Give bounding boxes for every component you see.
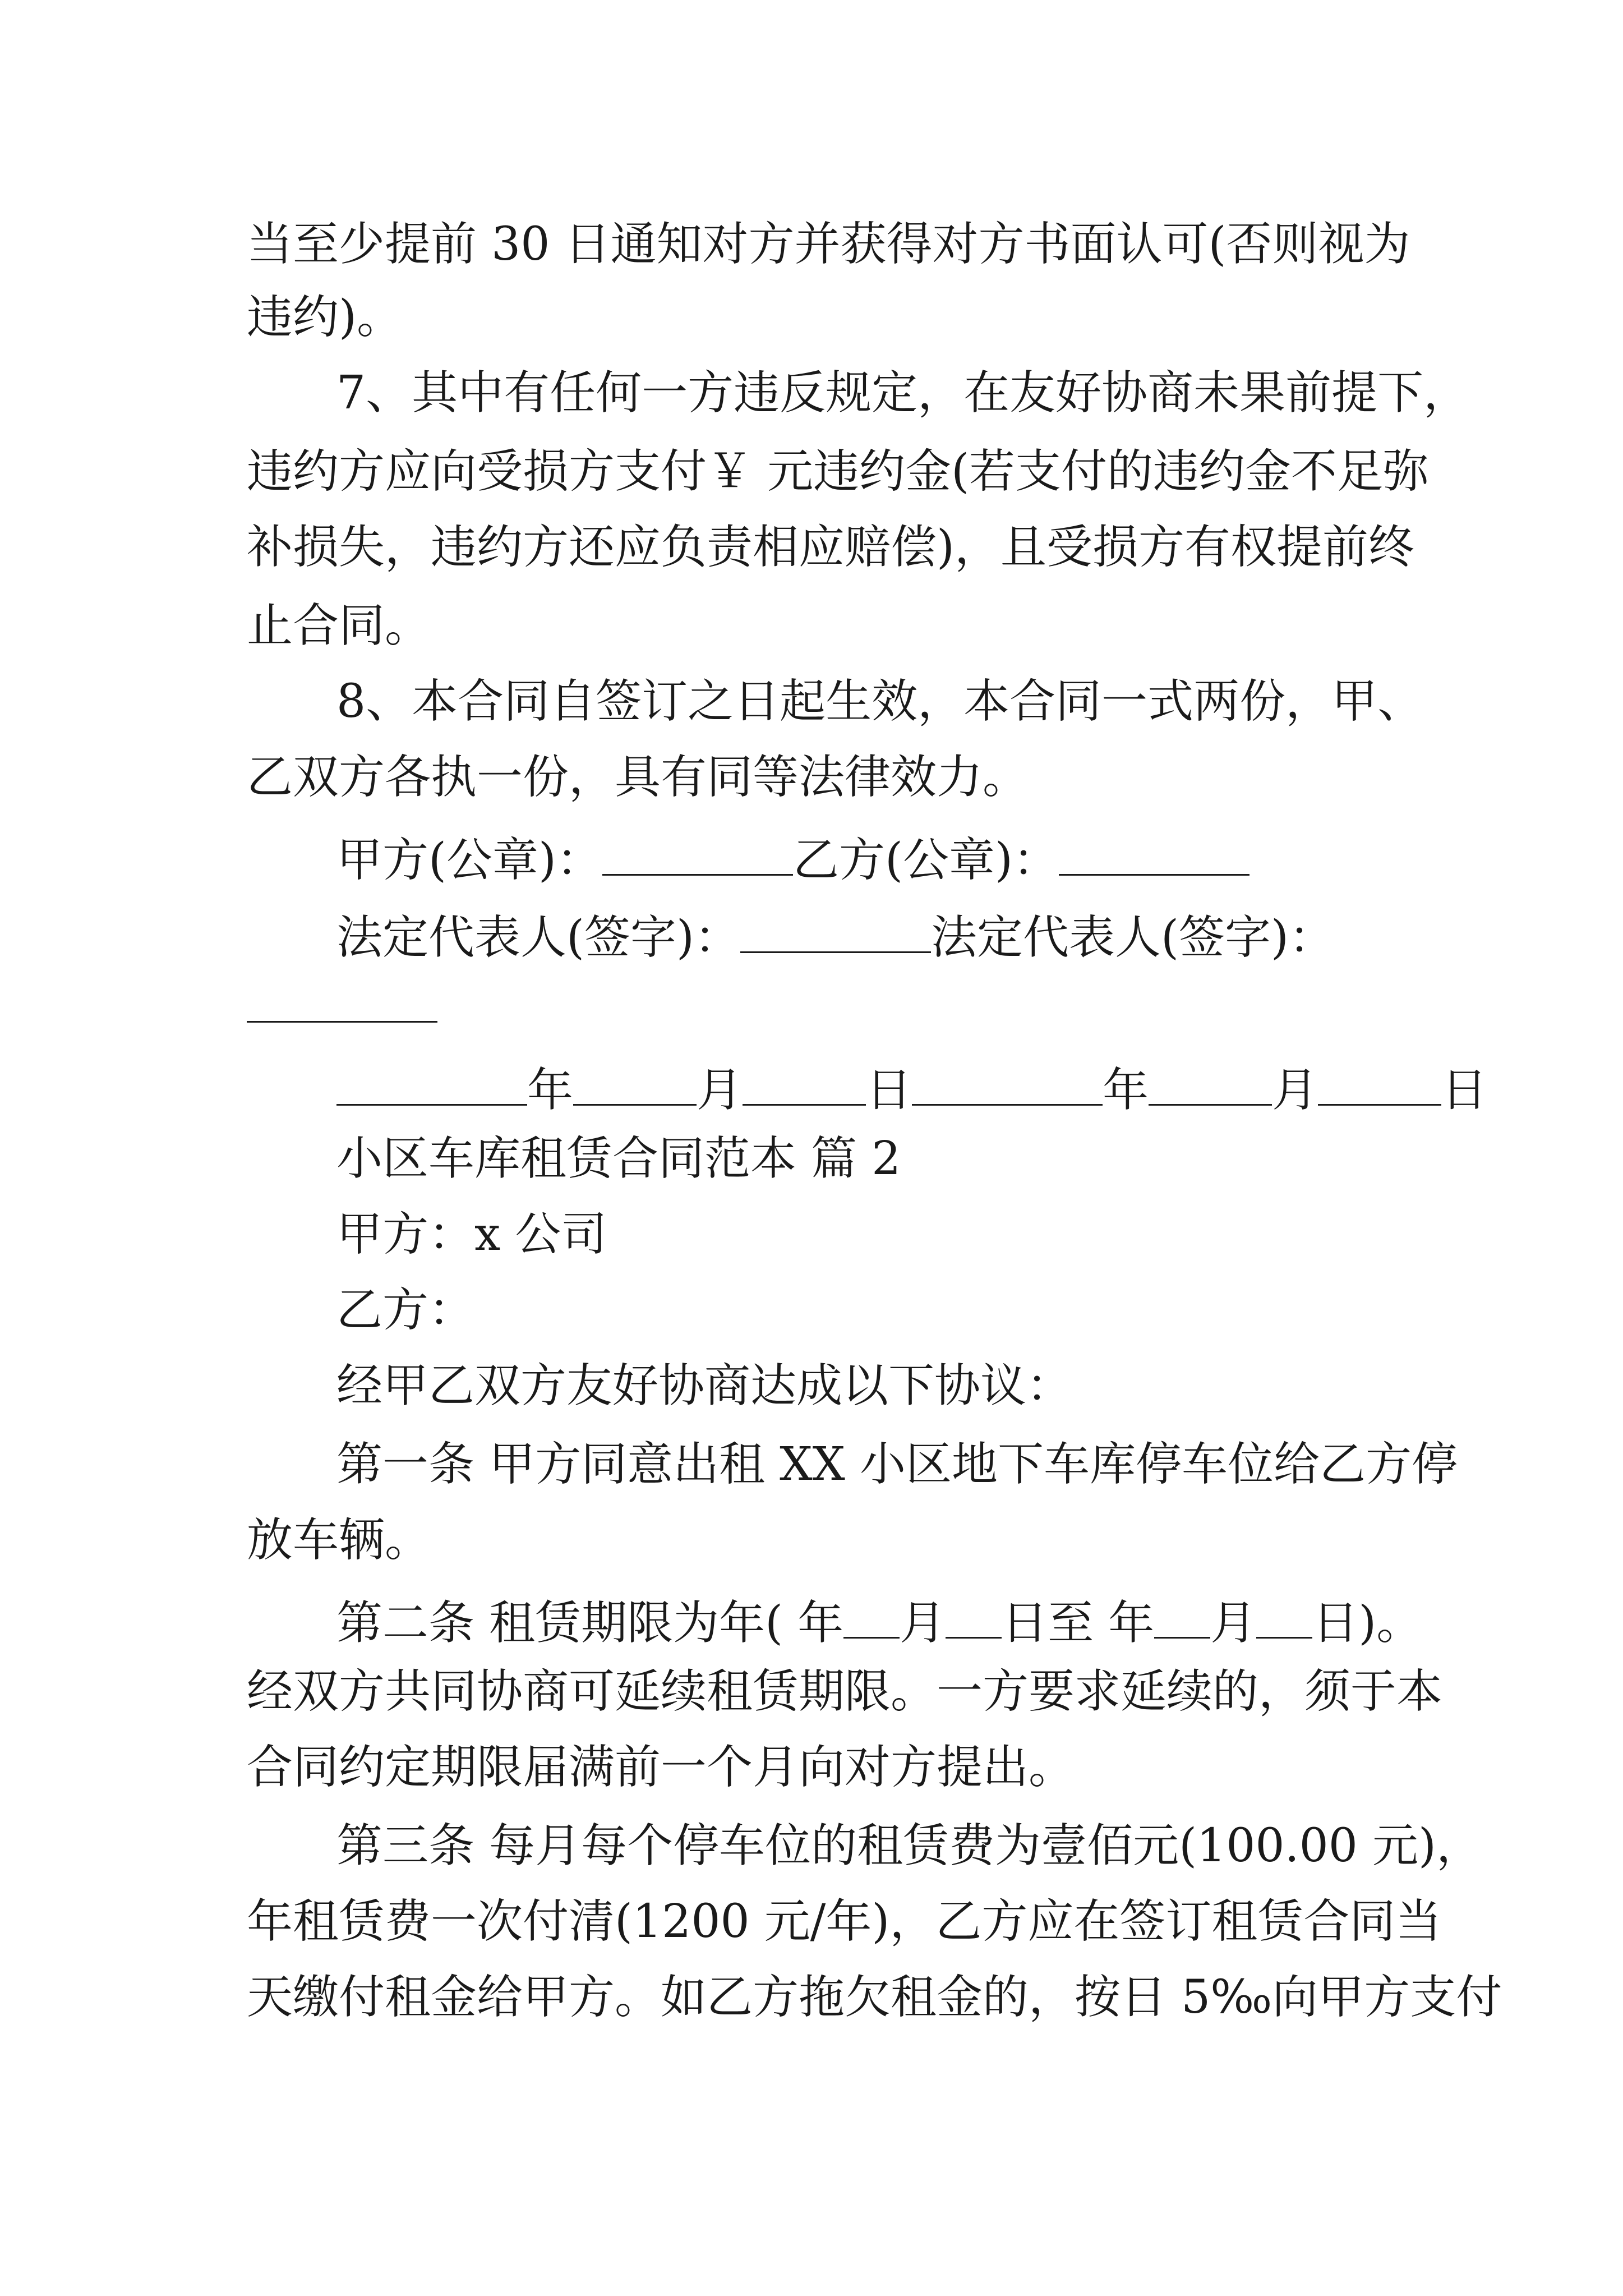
article-3-line: 天缴付租金给甲方。如乙方拖欠租金的，按日 5‰向甲方支付 <box>247 1971 1502 2024</box>
paragraph-line: 违约)。 <box>247 291 403 344</box>
article-3-line: 年租赁费一次付清(1200 元/年)，乙方应在签订租赁合同当 <box>247 1895 1442 1948</box>
day-label: 日 <box>866 1063 912 1117</box>
article-2-line: 经双方共同协商可延续租赁期限。一方要求延续的，须于本 <box>247 1665 1443 1718</box>
date-blank <box>843 1593 900 1639</box>
clause-7-line: 违约方应向受损方支付￥ 元违约金(若支付的违约金不足弥 <box>247 445 1430 498</box>
legal-rep-b-label: 法定代表人(签字)： <box>930 910 1335 964</box>
month-label: 月 <box>1272 1063 1318 1117</box>
seal-line <box>336 830 1249 887</box>
date-blank <box>946 1593 1002 1639</box>
article-2-text: 第二条 租赁期限为年( 年 <box>336 1596 844 1650</box>
day-label: 日 <box>1441 1063 1488 1117</box>
date-blank <box>1149 1060 1272 1106</box>
month-label: 月 <box>900 1596 946 1650</box>
month-label: 月 <box>697 1063 743 1117</box>
clause-8-line: 乙双方各执一份，具有同等法律效力。 <box>247 751 1029 804</box>
legal-rep-a-label: 法定代表人(签字)： <box>336 910 740 964</box>
date-blank <box>1256 1593 1312 1639</box>
signature-blank <box>1059 830 1249 876</box>
clause-7-line: 7、其中有任何一方违反规定，在友好协商未果前提下， <box>336 366 1470 420</box>
article-2-text: 日至 年 <box>1002 1596 1155 1650</box>
party-b-seal-label: 乙方(公章)： <box>792 833 1059 887</box>
paragraph-line: 当至少提前 30 日通知对方并获得对方书面认可(否则视为 <box>247 218 1410 271</box>
article-3-line: 第三条 每月每个停车位的租赁费为壹佰元(100.00 元)， <box>336 1819 1483 1872</box>
date-blank <box>1154 1593 1210 1639</box>
signature-blank <box>740 908 931 953</box>
year-label: 年 <box>527 1063 574 1117</box>
party-a-seal-label: 甲方(公章)： <box>336 833 602 887</box>
party-b-line: 乙方： <box>336 1283 475 1337</box>
clause-7-line: 止合同。 <box>247 599 431 652</box>
date-blank <box>912 1060 1103 1106</box>
month-label: 月 <box>1210 1596 1257 1650</box>
article-2-text: 日)。 <box>1312 1596 1423 1650</box>
intro-line: 经甲乙双方友好协商达成以下协议： <box>336 1359 1073 1412</box>
party-a-line: 甲方：x 公司 <box>336 1208 607 1261</box>
clause-7-line: 补损失，违约方还应负责相应赔偿)，且受损方有权提前终 <box>247 521 1414 574</box>
signature-blank <box>247 1021 437 1023</box>
section-title: 小区车库租赁合同范本 篇 2 <box>336 1132 901 1185</box>
legal-rep-line <box>336 908 1335 964</box>
article-1-line: 放车辆。 <box>247 1513 431 1567</box>
date-blank <box>1318 1060 1441 1106</box>
clause-8-line: 8、本合同自签订之日起生效，本合同一式两份，甲、 <box>336 675 1424 728</box>
article-2-line: 合同约定期限届满前一个月向对方提出。 <box>247 1741 1075 1794</box>
year-label: 年 <box>1103 1063 1149 1117</box>
article-2-line <box>336 1593 1423 1650</box>
signature-blank <box>602 830 793 876</box>
date-line <box>336 1060 1488 1117</box>
date-blank <box>743 1060 866 1106</box>
article-1-line: 第一条 甲方同意出租 XX 小区地下车库停车位给乙方停 <box>336 1438 1458 1491</box>
date-blank <box>573 1060 697 1106</box>
date-blank <box>336 1060 527 1106</box>
